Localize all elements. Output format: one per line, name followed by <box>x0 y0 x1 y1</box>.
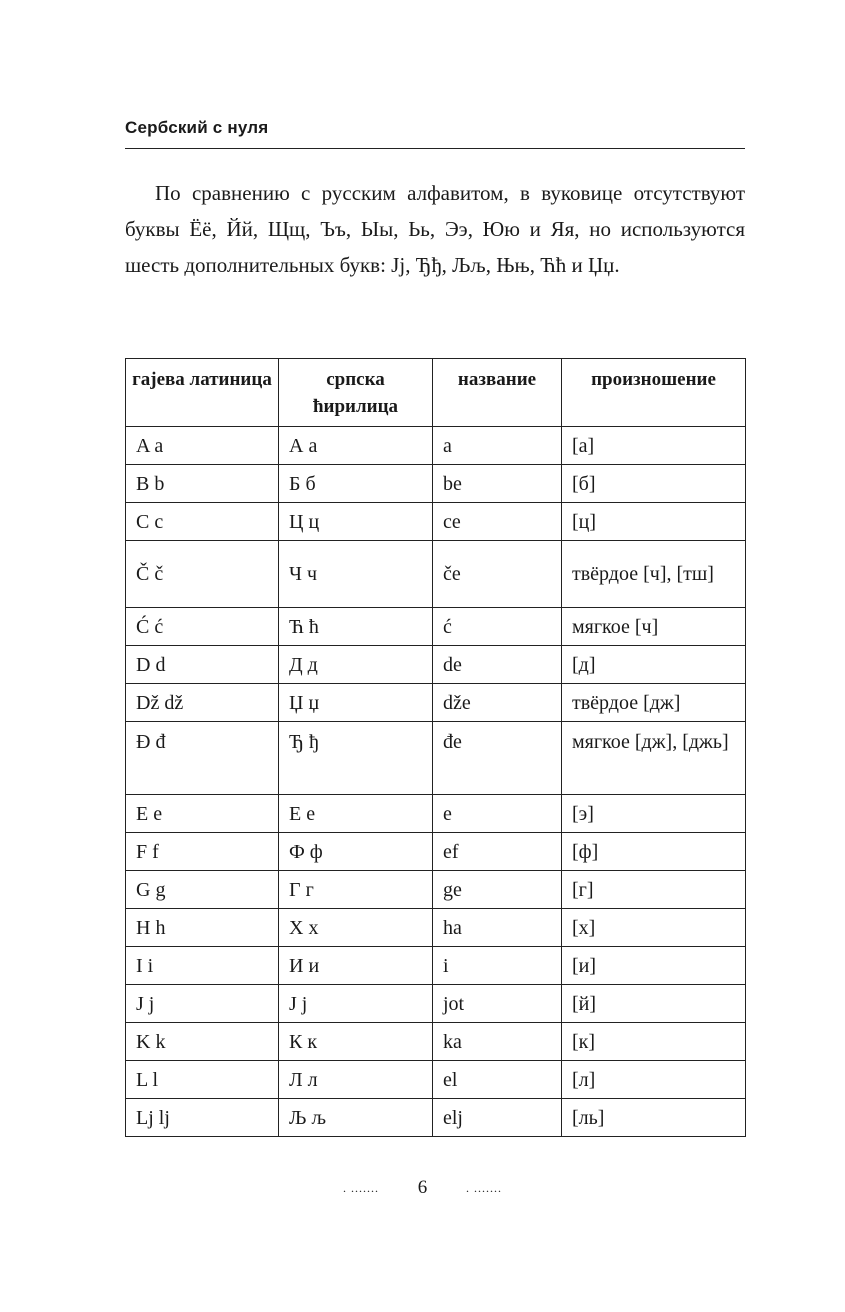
pronunciation-cell: [б] <box>562 465 746 503</box>
pronunciation-cell: [х] <box>562 909 746 947</box>
header-rule <box>125 148 745 149</box>
cyrillic-cell: Х х <box>279 909 433 947</box>
table-row <box>126 427 746 465</box>
latin-cell: D d <box>126 646 279 684</box>
cyrillic-cell: Ц ц <box>279 503 433 541</box>
pronunciation-cell: твёрдое [ч], [тш] <box>562 541 746 608</box>
latin-cell: Dž dž <box>126 684 279 722</box>
table-row <box>126 722 746 795</box>
running-title: Сербский с нуля <box>125 118 269 137</box>
name-cell: ć <box>433 608 562 646</box>
pronunciation-cell: [к] <box>562 1023 746 1061</box>
table-row <box>126 503 746 541</box>
latin-cell: B b <box>126 465 279 503</box>
latin-cell: G g <box>126 871 279 909</box>
table-row <box>126 1099 746 1137</box>
pronunciation-cell: мягкое [дж], [джь] <box>562 722 746 795</box>
latin-cell: L l <box>126 1061 279 1099</box>
table-row <box>126 541 746 608</box>
footer-dots-left: . ....... <box>343 1181 379 1196</box>
table-row <box>126 1061 746 1099</box>
table-row <box>126 1023 746 1061</box>
cyrillic-cell: К к <box>279 1023 433 1061</box>
latin-cell: Č č <box>126 541 279 608</box>
pronunciation-cell: [ц] <box>562 503 746 541</box>
cyrillic-cell: Г г <box>279 871 433 909</box>
name-cell: dže <box>433 684 562 722</box>
cyrillic-cell: Л л <box>279 1061 433 1099</box>
latin-cell: F f <box>126 833 279 871</box>
table-row <box>126 871 746 909</box>
latin-cell: K k <box>126 1023 279 1061</box>
pronunciation-cell: [ль] <box>562 1099 746 1137</box>
table-row <box>126 985 746 1023</box>
name-cell: be <box>433 465 562 503</box>
pronunciation-cell: твёрдое [дж] <box>562 684 746 722</box>
pronunciation-cell: мягкое [ч] <box>562 608 746 646</box>
page-number: 6 <box>417 1177 428 1198</box>
cyrillic-cell: Ф ф <box>279 833 433 871</box>
latin-cell: E e <box>126 795 279 833</box>
pronunciation-cell: [л] <box>562 1061 746 1099</box>
table-row <box>126 465 746 503</box>
column-header-latin: гајева латиница <box>126 359 279 427</box>
name-cell: ce <box>433 503 562 541</box>
column-header-name: название <box>433 359 562 427</box>
name-cell: de <box>433 646 562 684</box>
cyrillic-cell: Љ љ <box>279 1099 433 1137</box>
name-cell: elj <box>433 1099 562 1137</box>
table-row <box>126 947 746 985</box>
cyrillic-cell: Ч ч <box>279 541 433 608</box>
pronunciation-cell: [и] <box>562 947 746 985</box>
latin-cell: Đ đ <box>126 722 279 795</box>
latin-cell: J j <box>126 985 279 1023</box>
cyrillic-cell: Ј ј <box>279 985 433 1023</box>
table-row <box>126 684 746 722</box>
cyrillic-cell: Б б <box>279 465 433 503</box>
pronunciation-cell: [а] <box>562 427 746 465</box>
pronunciation-cell: [г] <box>562 871 746 909</box>
page-footer <box>0 1177 845 1199</box>
alphabet-table <box>125 358 746 1137</box>
latin-cell: C c <box>126 503 279 541</box>
pronunciation-cell: [э] <box>562 795 746 833</box>
cyrillic-cell: Ђ ђ <box>279 722 433 795</box>
name-cell: a <box>433 427 562 465</box>
cyrillic-cell: Д д <box>279 646 433 684</box>
name-cell: če <box>433 541 562 608</box>
cyrillic-cell: Ћ ћ <box>279 608 433 646</box>
latin-cell: Lj lj <box>126 1099 279 1137</box>
column-header-cyrillic: српска ћирилица <box>279 359 433 427</box>
table-row <box>126 909 746 947</box>
intro-paragraph: По сравнению с русским алфавитом, в вуковице отсутствуют буквы Ёё, Йй, Щщ, Ъъ, Ыы, Ьь, Ээ, Юю и Яя, но используются шесть дополнительных букв: Jj, Ђђ, Љљ, Њњ, Ћћ и Џџ. <box>125 181 745 277</box>
table-header-row <box>126 359 746 427</box>
latin-cell: I i <box>126 947 279 985</box>
name-cell: jot <box>433 985 562 1023</box>
table-row <box>126 608 746 646</box>
latin-cell: Ć ć <box>126 608 279 646</box>
footer-dots-right: . ....... <box>466 1181 502 1196</box>
cyrillic-cell: Џ џ <box>279 684 433 722</box>
cyrillic-cell: И и <box>279 947 433 985</box>
latin-cell: H h <box>126 909 279 947</box>
column-header-pronunciation: произношение <box>562 359 746 427</box>
name-cell: ha <box>433 909 562 947</box>
name-cell: i <box>433 947 562 985</box>
name-cell: ka <box>433 1023 562 1061</box>
name-cell: e <box>433 795 562 833</box>
table-row <box>126 646 746 684</box>
pronunciation-cell: [ф] <box>562 833 746 871</box>
name-cell: đe <box>433 722 562 795</box>
name-cell: el <box>433 1061 562 1099</box>
pronunciation-cell: [й] <box>562 985 746 1023</box>
pronunciation-cell: [д] <box>562 646 746 684</box>
table-row <box>126 833 746 871</box>
cyrillic-cell: А а <box>279 427 433 465</box>
latin-cell: A a <box>126 427 279 465</box>
name-cell: ge <box>433 871 562 909</box>
table-row <box>126 795 746 833</box>
cyrillic-cell: Е е <box>279 795 433 833</box>
name-cell: ef <box>433 833 562 871</box>
